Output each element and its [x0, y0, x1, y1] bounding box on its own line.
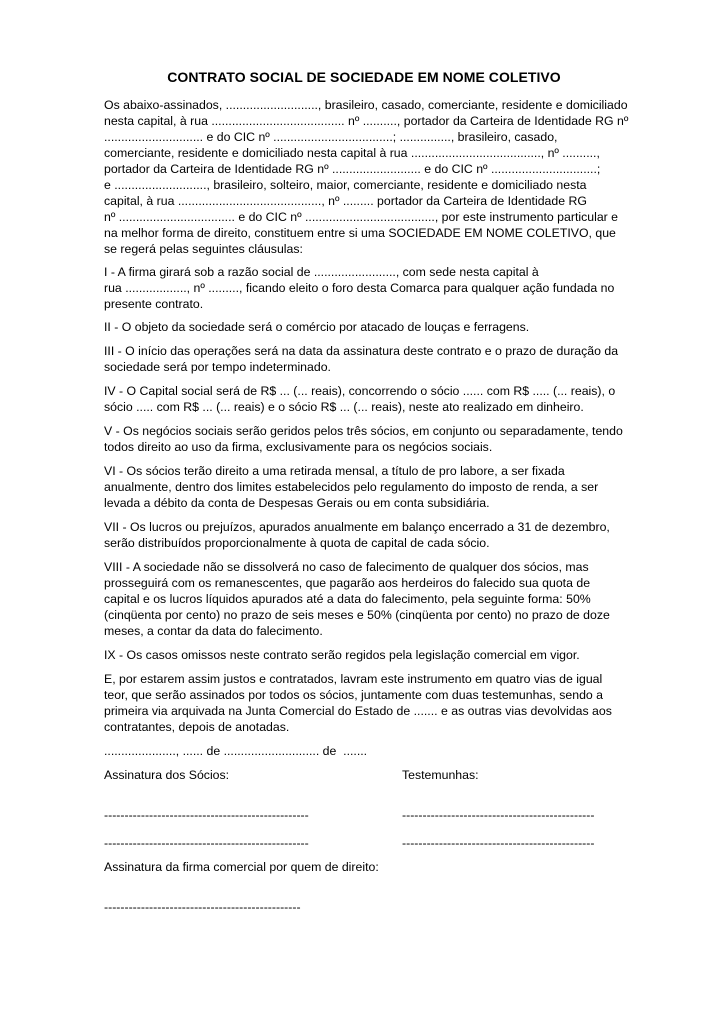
partner-signature-line: --------------------------------------------------	[104, 808, 309, 822]
clause-7-line: serão distribuídos proporcionalmente à quota de capital de cada sócio.	[104, 536, 490, 550]
date-line: ....................., ...... de ............................ de .......	[104, 744, 368, 758]
closing-line: teor, que serão assinados por todos os sócios, juntamente com duas testemunhas, sendo a	[104, 688, 604, 702]
company-signature-label: Assinatura da firma comercial por quem de direito:	[104, 860, 379, 874]
closing-line: primeira via arquivada na Junta Comercial do Estado de ....... e as outras vias devolvidas aos	[104, 704, 612, 718]
preamble-line: e ..........................., brasileiro, solteiro, maior, comerciante, residente e domiciliado nesta	[104, 178, 587, 192]
clause-8-line: prosseguirá com os remanescentes, que pagarão aos herdeiros do falecido sua quota de	[104, 576, 591, 590]
clause-3-line: sociedade será por tempo indeterminado.	[104, 360, 331, 374]
preamble-line: capital, à rua .........................................., nº ......... portador da Carteira de Identidade RG	[104, 194, 587, 208]
preamble-line: nesta capital, à rua ....................................... nº .........., portador da Carteira de Identidade RG nº	[104, 114, 629, 128]
preamble-line: na melhor forma de direito, constituem entre si uma SOCIEDADE EM NOME COLETIVO, que	[104, 226, 616, 240]
clause-6-line: anualmente, dentro dos limites estabelecidos pelo regulamento do imposto de renda, a ser	[104, 480, 599, 494]
clause-1-line: rua .................., nº ........., ficando eleito o foro desta Comarca para qualquer ação fundada no	[104, 281, 615, 295]
preamble-line: se regerá pelas seguintes cláusulas:	[104, 242, 303, 256]
preamble-line: comerciante, residente e domiciliado nesta capital à rua ......................................, nº ..........,	[104, 146, 600, 160]
witness-signature-line: -----------------------------------------------	[402, 808, 595, 822]
clause-8-line: (cinqüenta por cento) no prazo de seis meses e 50% (cinqüenta por cento) no prazo de doze	[104, 608, 610, 622]
document-title: CONTRATO SOCIAL DE SOCIEDADE EM NOME COLETIVO	[167, 69, 561, 85]
clause-1-line: I - A firma girará sob a razão social de ........................, com sede nesta capital à	[104, 265, 539, 279]
preamble-line: ............................. e do CIC nº ...................................; ..............., brasileiro, casado,	[104, 130, 558, 144]
clause-9-line: IX - Os casos omissos neste contrato serão regidos pela legislação comercial em vigor.	[104, 648, 580, 662]
closing-line: E, por estarem assim justos e contratados, lavram este instrumento em quatro vias de igual	[104, 672, 603, 686]
clause-4-line: sócio ..... com R$ ... (... reais) e o sócio R$ ... (... reais), neste ato realizado em dinheiro.	[104, 400, 584, 414]
clause-8-line: capital e os lucros líquidos apurados até a data do falecimento, pela seguinte forma: 50%	[104, 592, 591, 606]
witness-signature-line: -----------------------------------------------	[402, 836, 595, 850]
closing-line: contratantes, depois de anotadas.	[104, 720, 290, 734]
clause-6-line: VI - Os sócios terão direito a uma retirada mensal, a título de pro labore, a ser fixada	[104, 464, 565, 478]
clause-1-line: presente contrato.	[104, 297, 204, 311]
preamble-line: Os abaixo-assinados, ..........................., brasileiro, casado, comerciante, residente e domiciliado	[104, 98, 628, 112]
clause-8-line: VIII - A sociedade não se dissolverá no caso de falecimento de qualquer dos sócios, mas	[104, 560, 589, 574]
clause-8-line: meses, a contar da data do falecimento.	[104, 624, 323, 638]
clause-6-line: levada a débito da conta de Despesas Gerais ou em conta subsidiária.	[104, 496, 490, 510]
clause-2-line: II - O objeto da sociedade será o comércio por atacado de louças e ferragens.	[104, 320, 530, 334]
clause-5-line: todos direito ao uso da firma, exclusivamente para os negócios sociais.	[104, 440, 493, 454]
clause-7-line: VII - Os lucros ou prejuízos, apurados anualmente em balanço encerrado a 31 de dezembro,	[104, 520, 610, 534]
preamble-line: nº .................................. e do CIC nº ......................................, por este instrumento particular e	[104, 210, 619, 224]
signature-partners-label: Assinatura dos Sócios:	[104, 768, 230, 782]
witnesses-label: Testemunhas:	[402, 768, 479, 782]
company-signature-line: ------------------------------------------------	[104, 900, 301, 914]
clause-4-line: IV - O Capital social será de R$ ... (... reais), concorrendo o sócio ...... com R$ ..... (... reais), o	[104, 384, 616, 398]
preamble-line: portador da Carteira de Identidade RG nº .......................... e do CIC nº ...............................;	[104, 162, 601, 176]
clause-5-line: V - Os negócios sociais serão geridos pelos três sócios, em conjunto ou separadamente, tendo	[104, 424, 623, 438]
partner-signature-line: --------------------------------------------------	[104, 836, 309, 850]
clause-3-line: III - O início das operações será na data da assinatura deste contrato e o prazo de duração da	[104, 344, 619, 358]
